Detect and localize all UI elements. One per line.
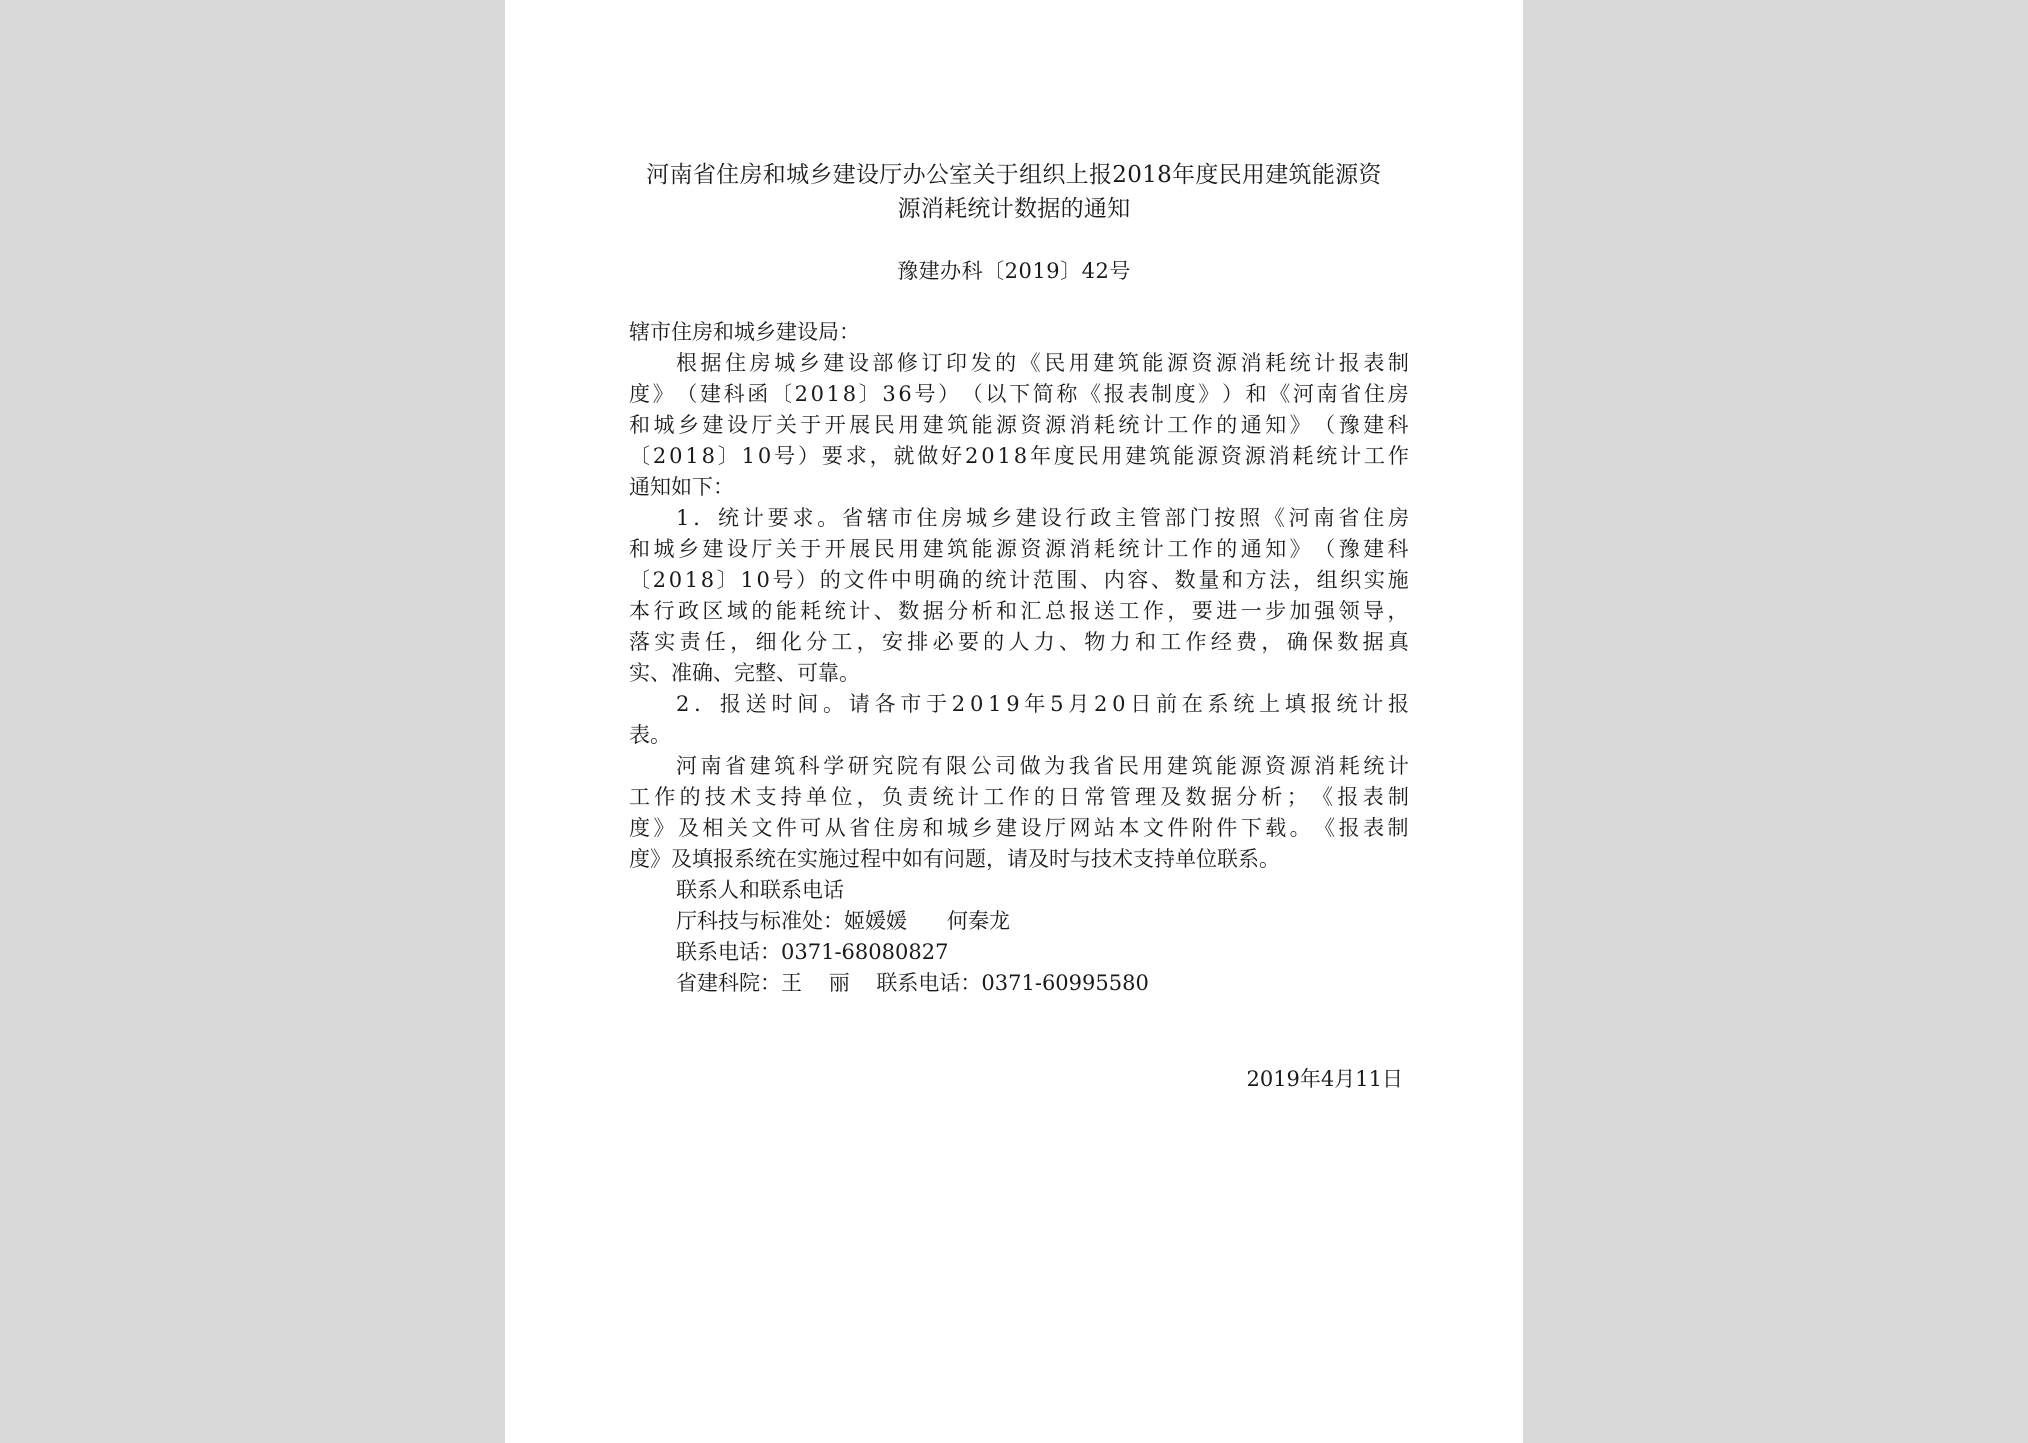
- support-paragraph: [629, 751, 1409, 875]
- contact-block: [629, 875, 1409, 999]
- paragraph-line: 根 据 住 房 城 乡 建 设 部 修 订 印 发 的 《 民 用 建 筑 能 源 资 源 消 耗 统 计 报 表 制: [676, 351, 1409, 375]
- paragraph-line: 〔 2 0 1 8 〕 1 0 号 ） 要 求 ， 就 做 好 2 0 1 8 年 度 民 用 建 筑 能 源 资 源 消 耗 统 计 工 作: [629, 444, 1409, 468]
- document-body: [629, 317, 1409, 999]
- paragraph-line: 度 》 及 相 关 文 件 可 从 省 住 房 和 城 乡 建 设 厅 网 站 本 文 件 附 件 下 载 。 《 报 表 制: [629, 816, 1409, 840]
- document-page: [505, 0, 1523, 1443]
- title-line-1: 河南省住房和城乡建设厅办公室关于组织上报2018年度民用建筑能源资: [646, 162, 1382, 188]
- paragraph-line: 度 》 （ 建 科 函 〔 2 0 1 8 〕 3 6 号 ） （ 以 下 简 称 《 报 表 制 度 》 ） 和 《 河 南 省 住 房: [629, 382, 1409, 406]
- item-2-paragraph: [629, 689, 1409, 751]
- paragraph-line: 实、准确、完整、可靠。: [629, 661, 860, 685]
- contact-institute: 省建科院：王 丽 联系电话：0371-60995580: [676, 971, 1149, 995]
- addressee: 辖市住房和城乡建设局：: [629, 320, 860, 344]
- paragraph-line: 落 实 责 任 ， 细 化 分 工 ， 安 排 必 要 的 人 力 、 物 力 和 工 作 经 费 ， 确 保 数 据 真: [629, 630, 1409, 654]
- paragraph-line: 1 ． 统 计 要 求 。 省 辖 市 住 房 城 乡 建 设 行 政 主 管 部 门 按 照 《 河 南 省 住 房: [676, 506, 1409, 530]
- contact-department: 厅科技与标准处：姬媛媛 何秦龙: [676, 909, 1011, 933]
- paragraph-line: 和 城 乡 建 设 厅 关 于 开 展 民 用 建 筑 能 源 资 源 消 耗 统 计 工 作 的 通 知 》 （ 豫 建 科: [629, 537, 1409, 561]
- paragraph-line: 〔 2 0 1 8 〕 1 0 号 ） 的 文 件 中 明 确 的 统 计 范 围 、 内 容 、 数 量 和 方 法 ， 组 织 实 施: [629, 568, 1409, 592]
- paragraph-line: 河 南 省 建 筑 科 学 研 究 院 有 限 公 司 做 为 我 省 民 用 建 筑 能 源 资 源 消 耗 统 计: [676, 754, 1409, 778]
- contact-phone: 联系电话：0371-68080827: [676, 940, 949, 964]
- title-line-2: 源消耗统计数据的通知: [897, 196, 1131, 222]
- paragraph-line: 和 城 乡 建 设 厅 关 于 开 展 民 用 建 筑 能 源 资 源 消 耗 统 计 工 作 的 通 知 》 （ 豫 建 科: [629, 413, 1409, 437]
- document-title: [605, 158, 1423, 226]
- paragraph-line: 2 ． 报 送 时 间 。 请 各 市 于 2 0 1 9 年 5 月 2 0 日 前 在 系 统 上 填 报 统 计 报: [676, 692, 1409, 716]
- item-1-paragraph: [629, 503, 1409, 689]
- paragraph-line: 度》及填报系统在实施过程中如有问题，请及时与技术支持单位联系。: [629, 847, 1280, 871]
- paragraph-line: 本 行 政 区 域 的 能 耗 统 计 、 数 据 分 析 和 汇 总 报 送 工 作 ， 要 进 一 步 加 强 领 导 ，: [629, 599, 1409, 623]
- document-number: 豫建办科〔2019〕42号: [897, 259, 1131, 283]
- paragraph-line: 通知如下：: [629, 475, 734, 499]
- contact-heading: 联系人和联系电话: [676, 878, 844, 902]
- intro-paragraph: [629, 348, 1409, 503]
- paragraph-line: 表。: [629, 723, 671, 747]
- paragraph-line: 工 作 的 技 术 支 持 单 位 ， 负 责 统 计 工 作 的 日 常 管 理 及 数 据 分 析 ； 《 报 表 制: [629, 785, 1409, 809]
- document-date: 2019年4月11日: [1246, 1067, 1403, 1091]
